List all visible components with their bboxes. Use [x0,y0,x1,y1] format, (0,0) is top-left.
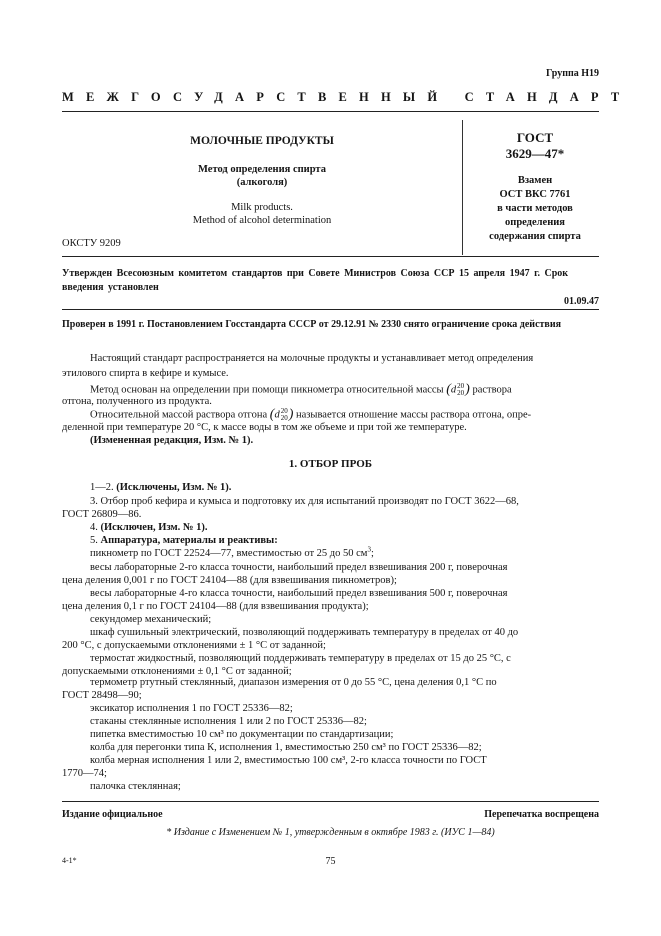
clause-5-text: Аппаратура, материалы и реактивы: [100,535,278,546]
item-scales-2-line-2: цена деления 0,001 г по ГОСТ 24104—88 (для взвешивания пикнометров); [62,575,397,586]
english-title-2: Method of alcohol determination [192,215,332,226]
section-heading: 1. ОТБОР ПРОБ [288,458,373,470]
replaced-part-1: в части методов [497,203,573,214]
document-title: МОЛОЧНЫЕ ПРОДУКТЫ [190,135,334,147]
item-scales-2-line-1: весы лабораторные 2-го класса точности, наибольший предел взвешивания 200 г, поверочная [90,562,508,573]
gost-number: 3629—47* [505,146,565,161]
intro-p2-line-1: Метод основан на определении при помощи пикнометра относительной массы (d 20 20 ) раствора [90,382,512,397]
english-title-1: Milk products. [231,202,293,213]
intro-p3-line-2: деленной при температуре 20 °С, к массе воды в том же объеме и при той же температуре. [62,422,467,433]
item-scales-4-line-1: весы лабораторные 4-го класса точности, наибольший предел взвешивания 500 г, поверочная [90,588,508,599]
clause-5-number: 5. [90,535,98,546]
footer-rule [62,801,599,802]
item-pipette: пипетка вместимостью 10 см³ по документации по стандартизации; [90,729,394,740]
group-label: Группа Н19 [546,68,599,79]
document-subtitle-2: (алкоголя) [236,177,288,188]
clause-4-number: 4. [90,522,98,533]
replaced-standard: ОСТ ВКС 7761 [499,189,571,200]
item-thermometer-line-1: термометр ртутный стеклянный, диапазон измерения от 0 до 55 °С, цена деления 0,1 °С по [90,677,497,688]
item-drying-cabinet-line-2: 200 °С, с допускаемыми отклонениями ± 1 °С от заданной; [62,640,326,651]
density-fraction-2: 20 20 [280,407,288,422]
header-rule [62,111,599,112]
checked-note: Проверен в 1991 г. Постановлением Госстандарта СССР от 29.12.91 № 2330 снято ограничение срока действия [62,319,561,330]
clause-1-2-number: 1—2. [90,482,114,493]
intro-amendment-note: (Измененная редакция, Изм. № 1). [90,435,254,446]
item-volumetric-flask-line-2: 1770—74; [62,768,107,779]
official-edition: Издание официальное [62,809,163,820]
item-beakers: стаканы стеклянные исполнения 1 или 2 по ГОСТ 25336—82; [90,716,367,727]
clause-4 [90,522,207,533]
page-number: 75 [325,856,336,867]
intro-p2-text-b: раствора [472,384,512,396]
clause-5 [90,535,278,546]
clause-3-line-1: 3. Отбор проб кефира и кумыса и подготовку их для испытаний производят по ГОСТ 3622—68, [90,496,519,507]
item-desiccator: эксикатор исполнения 1 по ГОСТ 25336—82; [90,703,293,714]
document-subtitle-1: Метод определения спирта [198,164,326,175]
density-symbol-2: d [274,409,280,421]
approval-rule [62,309,599,310]
replaced-part-3: содержания спирта [489,231,581,242]
replaces-label: Взамен [517,175,553,186]
item-pycnometer: пикнометр по ГОСТ 22524—77, вместимостью от 25 до 50 $см^3$; [90,545,374,559]
item-glass-rod: палочка стеклянная; [90,781,181,792]
intro-p1-line-2: этилового спирта в кефире и кумысе. [62,368,229,379]
intro-p2-text-a: Метод основан на определении при помощи пикнометра относительной массы [90,384,444,396]
clause-3-line-2: ГОСТ 26809—86. [62,509,142,520]
intro-p1-line-1: Настоящий стандарт распространяется на молочные продукты и устанавливает метод определения [90,353,534,364]
clause-1-2-text: (Исключены, Изм. № 1). [116,482,232,493]
intro-p2-line-2: отгона, полученного из продукта. [62,396,212,407]
gost-label: ГОСТ [516,130,554,145]
item-scales-4-line-2: цена деления 0,1 г по ГОСТ 24104—88 (для взвешивания продукта); [62,601,369,612]
item-distillation-flask: колба для перегонки типа К, исполнения 1, вместимостью 250 см³ по ГОСТ 25336—82; [90,742,482,753]
item-thermometer-line-2: ГОСТ 28498—90; [62,690,142,701]
item-drying-cabinet-line-1: шкаф сушильный электрический, позволяющий поддерживать температуру в пределах от 40 до [90,627,519,638]
approval-line-2: введения установлен [62,282,159,293]
clause-4-text: (Исключен, Изм. № 1). [100,522,208,533]
edition-note: * Издание с Изменением № 1, утвержденным в октябре 1983 г. (ИУС 1—84) [166,827,495,838]
density-fraction: 20 20 [457,382,465,397]
title-bottom-rule [62,256,599,257]
item-thermostat-line-1: термостат жидкостный, позволяющий поддерживать температуру в пределах от 15 до 25 °С, с [90,653,511,664]
clause-1-2 [90,482,231,493]
item-thermostat-line-2: допускаемыми отклонениями ± 0,1 °С от заданной; [62,666,292,677]
replaced-part-2: определения [505,217,565,228]
intro-p3-line-1: Относительной массой раствора отгона (d 20 20 ) называется отношение массы раствора отгона, опре- [90,407,532,422]
approval-line-1: Утвержден Всесоюзным комитетом стандартов при Совете Министров Союза ССР 15 апреля 1947 г. Срок [62,268,569,279]
intro-p3-text-a: Относительной массой раствора отгона [90,409,268,421]
okstu-code: ОКСТУ 9209 [62,238,121,249]
introduction-date: 01.09.47 [564,296,599,307]
intro-p3-text-b: называется отношение массы раствора отгона, опре- [295,409,532,421]
item-volumetric-flask-line-1: колба мерная исполнения 1 или 2, вместимостью 100 см³, 2-го класса точности по ГОСТ [90,755,487,766]
item-stopwatch: секундомер механический; [90,614,212,625]
density-symbol: d [450,384,457,396]
reprint-prohibited: Перепечатка воспрещена [484,809,599,820]
corner-mark: 4-1* [62,856,77,865]
block-divider [462,120,463,255]
standard-banner: МЕЖГОСУДАРСТВЕННЫЙ СТАНДАРТ [62,90,632,104]
